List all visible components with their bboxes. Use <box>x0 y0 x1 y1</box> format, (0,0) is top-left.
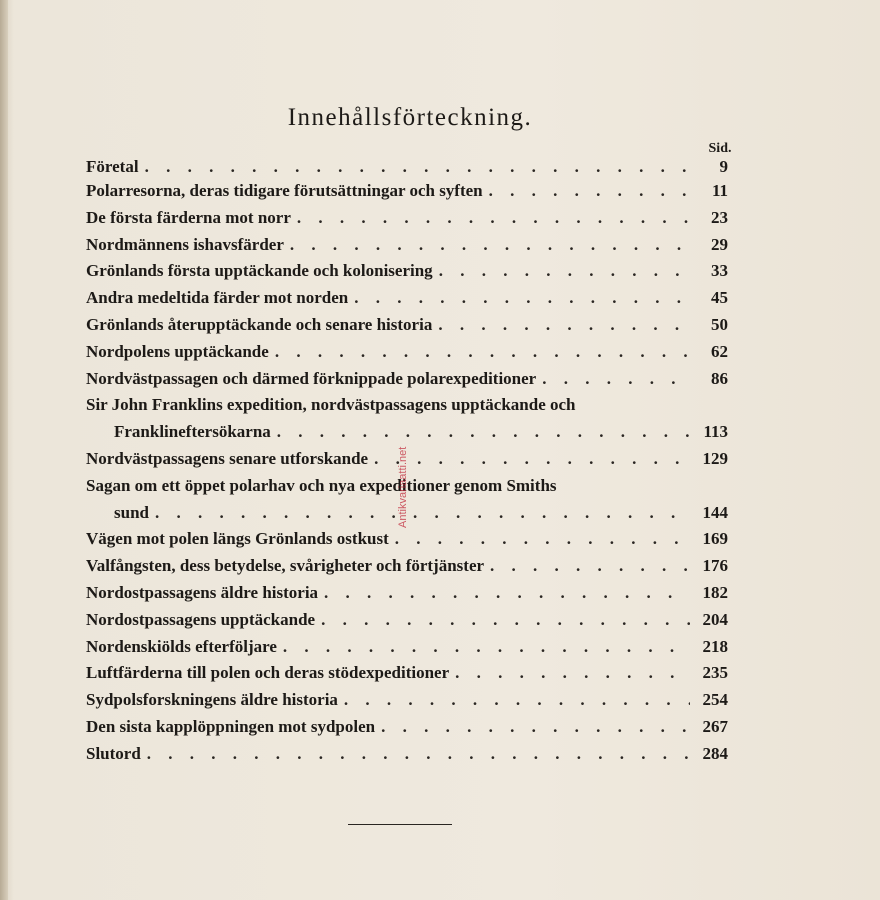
dot-leader <box>324 580 690 607</box>
dot-leader <box>542 366 690 393</box>
toc-entry <box>86 580 728 607</box>
toc-entry-title: Den sista kapplöppningen mot sydpolen <box>86 716 376 736</box>
toc-entry-title: Grönlands återupptäckande och senare historia <box>86 314 433 334</box>
toc-entry-page: 218 <box>702 636 728 656</box>
toc-entry-page: 45 <box>711 288 728 308</box>
toc-entry-page: 9 <box>719 157 728 176</box>
toc-entry <box>86 741 728 768</box>
toc-entry-page: 62 <box>711 341 728 361</box>
dot-leader <box>490 553 690 580</box>
dot-leader <box>489 178 690 205</box>
toc-entry-title: Nordostpassagens upptäckande <box>86 609 316 629</box>
dot-leader <box>354 285 690 312</box>
toc-entry-title: Sydpolsforskningens äldre historia <box>86 690 338 710</box>
dot-leader <box>155 500 690 527</box>
toc-entry <box>86 526 728 553</box>
dot-leader <box>147 741 690 768</box>
toc-entry <box>86 660 728 687</box>
toc-entry-title: Nordostpassagens äldre historia <box>86 582 319 602</box>
toc-entry <box>86 258 728 285</box>
toc-entry-title: De första färderna mot norr <box>86 207 291 227</box>
toc-entry <box>86 607 728 634</box>
toc-entry-page: 129 <box>702 448 728 468</box>
toc-entry-title: Vägen mot polen längs Grönlands ostkust <box>86 529 389 549</box>
dot-leader <box>439 258 690 285</box>
toc-entry <box>86 178 728 205</box>
toc-entry-page: 284 <box>702 743 728 763</box>
toc-entry-page: 11 <box>711 181 728 200</box>
toc-entry <box>86 285 728 312</box>
dot-leader <box>145 156 690 178</box>
toc-entry <box>86 714 728 741</box>
toc-entry-page: 144 <box>702 502 728 522</box>
toc-entry-title: Slutord <box>86 743 141 763</box>
toc-entry-title: Andra medeltida färder mot norden <box>86 288 349 308</box>
toc-entry <box>86 634 728 661</box>
page-spine-shadow <box>0 0 8 900</box>
toc-entry <box>86 553 728 580</box>
dot-leader <box>344 687 690 714</box>
dot-leader <box>297 205 690 232</box>
dot-leader <box>321 607 690 634</box>
toc-entry-page: 182 <box>702 582 728 602</box>
toc-entry-page: 235 <box>702 663 728 683</box>
toc-entry-title: Nordvästpassagen och därmed förknippade polarexpeditioner <box>86 368 537 388</box>
closing-rule <box>348 824 452 825</box>
toc-entry-title: Nordmännens ishavsfärder <box>86 234 284 254</box>
toc-entry-page: 33 <box>711 261 728 281</box>
toc-entry-title: Nordpolens upptäckande <box>86 341 269 361</box>
dot-leader <box>374 446 690 473</box>
toc-entry-title: Nordenskiölds efterföljare <box>86 636 277 656</box>
toc-entry-title: Luftfärderna till polen och deras stödexpeditioner <box>86 663 450 683</box>
dot-leader <box>381 714 690 741</box>
toc-entry-page: 86 <box>711 368 728 388</box>
toc-entry-page: 50 <box>711 314 728 334</box>
toc-entry-page: 204 <box>702 609 728 629</box>
toc-entry <box>86 205 728 232</box>
toc-entry-title: Polarresorna, deras tidigare förutsättningar och syften <box>86 181 483 200</box>
dot-leader <box>290 232 690 259</box>
toc-entry-title: Sagan om ett öppet polarhav och nya expeditioner genom Smiths <box>86 475 557 495</box>
page-title: Innehållsförteckning. <box>287 104 533 131</box>
toc-entry-title-continuation: sund <box>114 502 149 522</box>
toc-entry-title: Företal <box>86 157 139 176</box>
toc-entry-page: 267 <box>702 716 728 736</box>
toc-entry-page: 176 <box>702 556 728 576</box>
toc-entry-page: 29 <box>711 234 728 254</box>
dot-leader <box>395 526 690 553</box>
toc-entry <box>86 232 728 259</box>
dot-leader <box>455 660 690 687</box>
toc-entry <box>86 687 728 714</box>
toc-entry-page: 254 <box>702 690 728 710</box>
dot-leader <box>277 419 690 446</box>
toc-entry-title: Grönlands första upptäckande och kolonisering <box>86 261 433 281</box>
toc-entry-title: Sir John Franklins expedition, nordvästpassagens upptäckande och <box>86 395 576 415</box>
toc-entry-page: 23 <box>711 207 728 227</box>
toc-entry-title-continuation: Franklineftersökarna <box>114 422 271 442</box>
toc-entry <box>86 312 728 339</box>
toc-entry <box>86 339 728 366</box>
dot-leader <box>438 312 690 339</box>
dot-leader <box>283 634 690 661</box>
toc-entry-title: Nordvästpassagens senare utforskande <box>86 448 369 468</box>
toc-entry <box>86 156 728 178</box>
toc-entry-page: 169 <box>702 529 728 549</box>
dot-leader <box>275 339 690 366</box>
page-column-label: Sid. <box>708 141 732 156</box>
toc-entry-page: 113 <box>703 422 728 442</box>
watermark-stamp: Antikvariaatti.net <box>397 446 409 528</box>
toc-entry-title: Valfångsten, dess betydelse, svårigheter och förtjänster <box>86 556 485 576</box>
